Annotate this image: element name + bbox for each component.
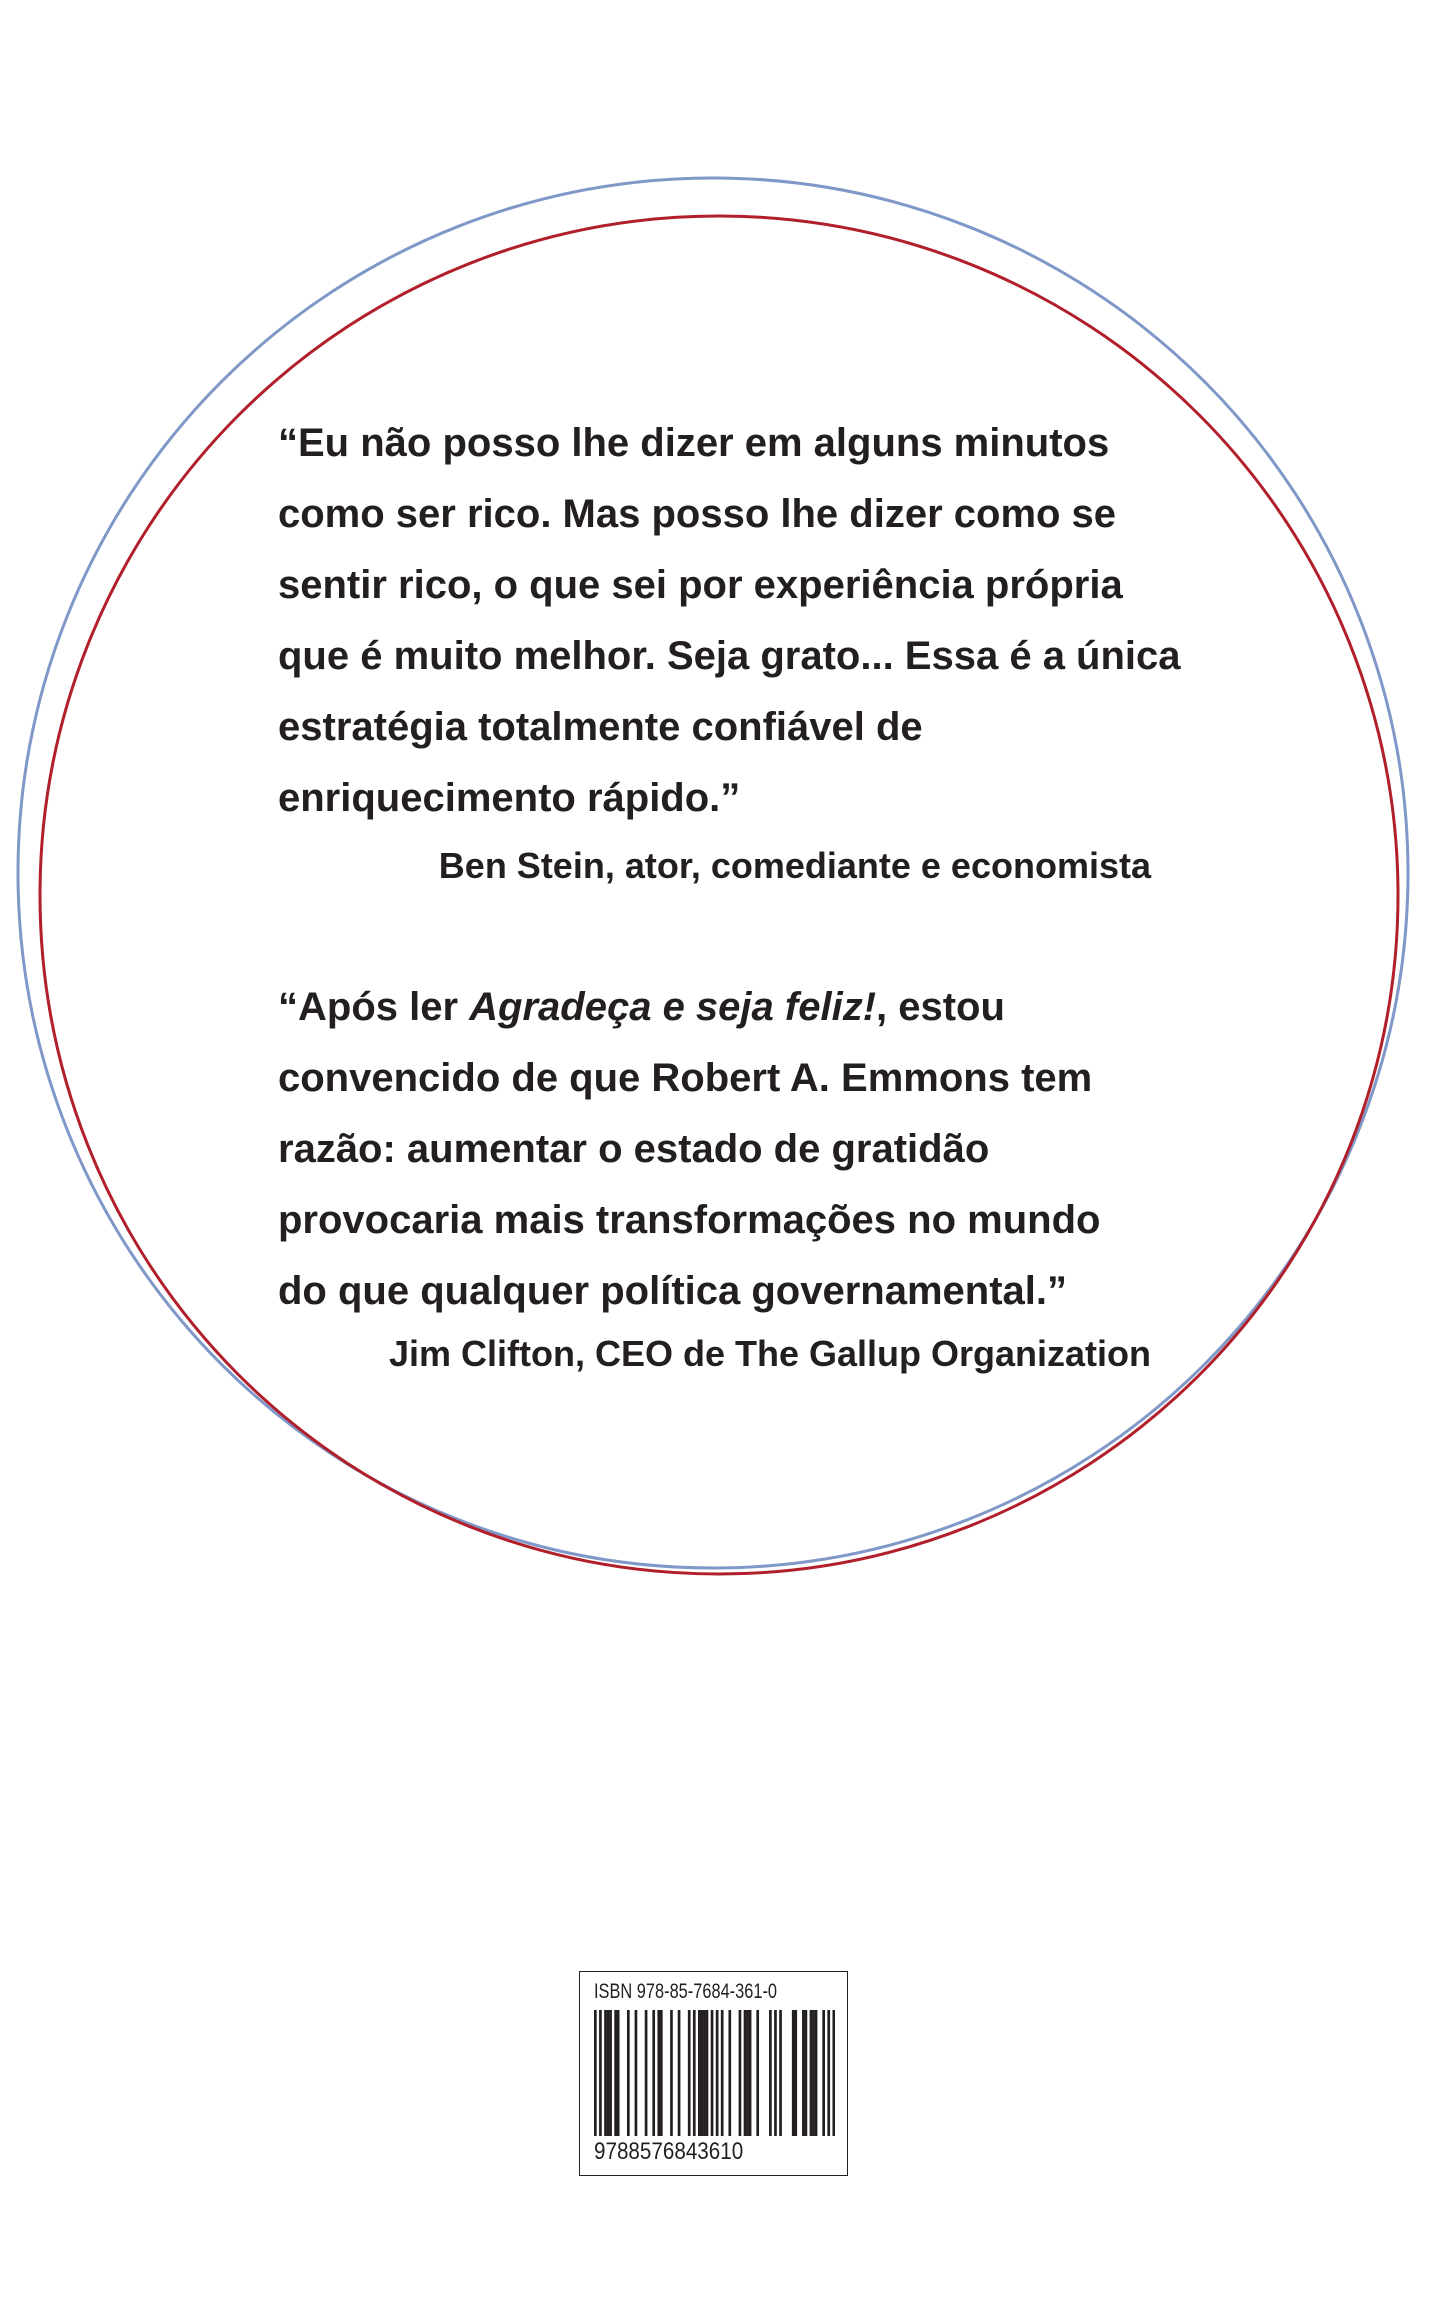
barcode-bar (774, 2010, 777, 2136)
barcode-bar (716, 2010, 719, 2136)
barcode-bar (703, 2010, 706, 2136)
barcode-bar (812, 2010, 815, 2136)
barcode-bar (609, 2010, 612, 2136)
barcode-bar (594, 2010, 597, 2136)
quote2-line: provocaria mais transformações no mundo (278, 1198, 1101, 1242)
barcode-bar (627, 2010, 630, 2136)
barcode-bar (779, 2010, 782, 2136)
quote2-line: do que qualquer política governamental.” (278, 1269, 1068, 1313)
barcode-bar (749, 2010, 752, 2136)
barcode-bar (815, 2010, 818, 2136)
barcode-bar (688, 2010, 691, 2136)
quote-jim-clifton (278, 972, 1178, 1327)
attribution-jim-clifton: Jim Clifton, CEO de The Gallup Organization (388, 1333, 1151, 1374)
barcode-bar (657, 2010, 660, 2136)
barcode-bar (607, 2010, 610, 2136)
barcode-bar (711, 2010, 714, 2136)
barcode-bar (670, 2010, 673, 2136)
isbn-barcode (579, 1971, 848, 2176)
barcode-bar (645, 2010, 648, 2136)
quote1-line: que é muito melhor. Seja grato... Essa é a única (278, 634, 1181, 678)
barcode-bar (617, 2010, 620, 2136)
quote1-line: sentir rico, o que sei por experiência própria (278, 563, 1123, 607)
quote-ben-stein (278, 408, 1181, 834)
barcode-bar (810, 2010, 813, 2136)
barcode-bar (739, 2010, 742, 2136)
barcode-bar (744, 2010, 747, 2136)
quote2-line: convencido de que Robert A. Emmons tem (278, 1056, 1093, 1100)
barcode-bar (698, 2010, 701, 2136)
barcode-bar (599, 2010, 602, 2136)
quote1-line: estratégia totalmente confiável de (278, 705, 923, 749)
barcode-bar (822, 2010, 825, 2136)
barcode-bar (794, 2010, 797, 2136)
isbn-label: ISBN 978-85-7684-361-0 (594, 1980, 778, 2003)
quote1-line: “Eu não posso lhe dizer em alguns minutos (278, 421, 1110, 465)
barcode-bar (728, 2010, 731, 2136)
quote1-line: como ser rico. Mas posso lhe dizer como se (278, 492, 1117, 536)
barcode-bar (756, 2010, 759, 2136)
barcode-bar (614, 2010, 617, 2136)
barcode-bar (660, 2010, 663, 2136)
barcode-bar (721, 2010, 724, 2136)
barcode-bar (802, 2010, 805, 2136)
quote1-line: enriquecimento rápido.” (278, 776, 741, 820)
barcode-bar (635, 2010, 638, 2136)
barcode-bar (701, 2010, 704, 2136)
barcode-digits: 9788576843610 (594, 2138, 744, 2165)
barcode-bar (693, 2010, 696, 2136)
quote2-line1-prefix: “Após ler (278, 985, 470, 1029)
barcode-bar (792, 2010, 795, 2136)
barcode-bar (827, 2010, 830, 2136)
barcode-bar (604, 2010, 607, 2136)
quote2-line1-suffix: , estou (876, 985, 1005, 1029)
barcode-bar (832, 2010, 835, 2136)
barcode-bar (746, 2010, 749, 2136)
book-title: Agradeça e seja feliz! (469, 985, 877, 1029)
barcode-bar (769, 2010, 772, 2136)
barcode-bar (678, 2010, 681, 2136)
barcode-bar (652, 2010, 655, 2136)
barcode-bar (706, 2010, 709, 2136)
quote2-line (278, 972, 1178, 1043)
barcode-bars (594, 2010, 835, 2136)
quote2-line: razão: aumentar o estado de gratidão (278, 1127, 990, 1171)
barcode-bar (805, 2010, 808, 2136)
attribution-ben-stein: Ben Stein, ator, comediante e economista (438, 845, 1151, 886)
